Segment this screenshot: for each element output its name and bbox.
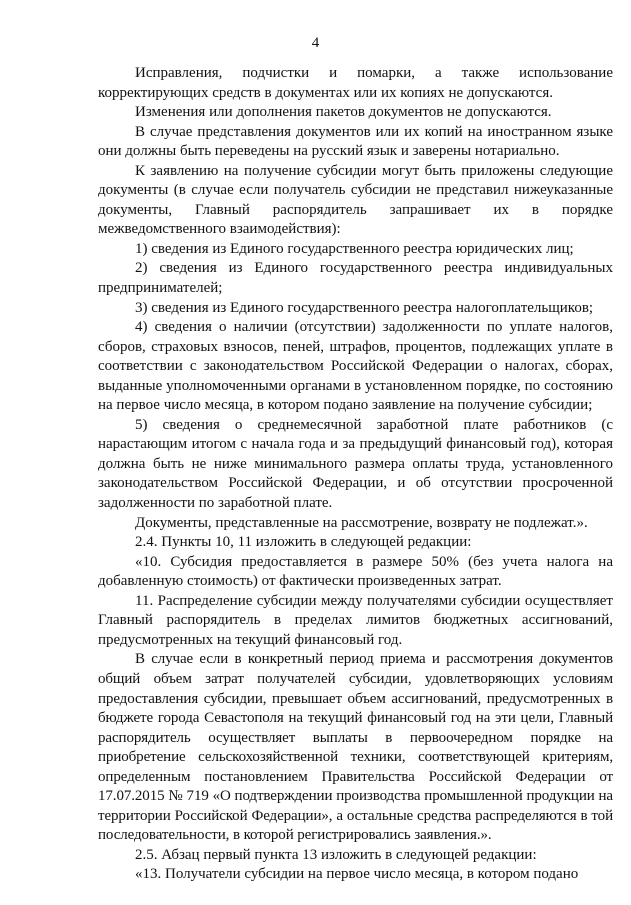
document-body xyxy=(98,64,613,885)
list-item-3: 3) сведения из Единого государственного реестра налогоплательщиков; xyxy=(135,299,594,316)
list-item-4: 4) сведения о наличии (отсутствии) задолженности по уплате налогов, сборов, страховых взносов, пеней, штрафов, процентов, подлежащих уплате в соответствии с законодательством Российской Федерации о налогах, сборах, выданные уполномоченными органами в установленном порядке, по состоянию на первое число месяца, в котором подано заявление на получение субсидии; xyxy=(98,319,613,414)
paragraph-attachments-intro: К заявлению на получение субсидии могут быть приложены следующие документы (в случае если получатель субсидии не представил нижеуказанные документы, Главный распорядитель запрашивает их в порядке межведомственного взаимодействия): xyxy=(98,162,613,238)
paragraph-clause-10: «10. Субсидия предоставляется в размере 50% (без учета налога на добавленную стоимость) от фактически произведенных затрат. xyxy=(98,553,613,590)
paragraph-corrections: Исправления, подчистки и помарки, а также использование корректирующих средств в документах или их копиях не допускаются. xyxy=(98,65,613,101)
list-item-5: 5) сведения о среднемесячной заработной плате работников (с нарастающим итогом с начала года и за предыдущий финансовый год), которая должна быть не ниже минимального размера оплаты труда, установленного законодательством Российской Федерации, и об отсутствии просроченной задолженности по заработной плате. xyxy=(98,416,613,512)
paragraph-clause-11: 11. Распределение субсидии между получателями субсидии осуществляет Главный распорядитель в пределах лимитов бюджетных ассигнований, предусмотренных на текущий финансовый год. xyxy=(98,592,613,648)
paragraph-no-return: Документы, представленные на рассмотрение, возврату не подлежат.». xyxy=(135,514,588,531)
list-item-1: 1) сведения из Единого государственного реестра юридических лиц; xyxy=(135,240,574,257)
list-item-2: 2) сведения из Единого государственного реестра индивидуальных предпринимателей; xyxy=(98,260,613,297)
paragraph-section-2-4: 2.4. Пункты 10, 11 изложить в следующей редакции: xyxy=(135,534,472,551)
paragraph-section-2-5: 2.5. Абзац первый пункта 13 изложить в следующей редакции: xyxy=(135,846,537,863)
paragraph-foreign-language: В случае представления документов или их копий на иностранном языке они должны быть переведены на русский язык и заверены нотариально. xyxy=(98,123,613,160)
paragraph-priority-payments: В случае если в конкретный период приема и рассмотрения документов общий объем затрат получателей субсидии, удовлетворяющих условиям предоставления субсидии, превышает объем ассигнований, предусмотренных в бюджете города Севастополя на текущий финансовый год на эти цели, Главный распорядитель осуществляет выплаты в первоочередном порядке на приобретение сельскохозяйственной техники, соответствующей критериям, определенным постановлением Правительства Российской Федерации от 17.07.2015 № 719 «О подтверждении производства промышленной продукции на территории Российской Федерации», а остальные средства распределяются в той последовательности, в которой регистрировались заявления.». xyxy=(98,651,613,844)
paragraph-changes-not-allowed: Изменения или дополнения пакетов документов не допускаются. xyxy=(135,104,552,121)
page-number: 4 xyxy=(311,35,320,51)
paragraph-clause-13: «13. Получатели субсидии на первое число месяца, в котором подано xyxy=(135,866,579,883)
